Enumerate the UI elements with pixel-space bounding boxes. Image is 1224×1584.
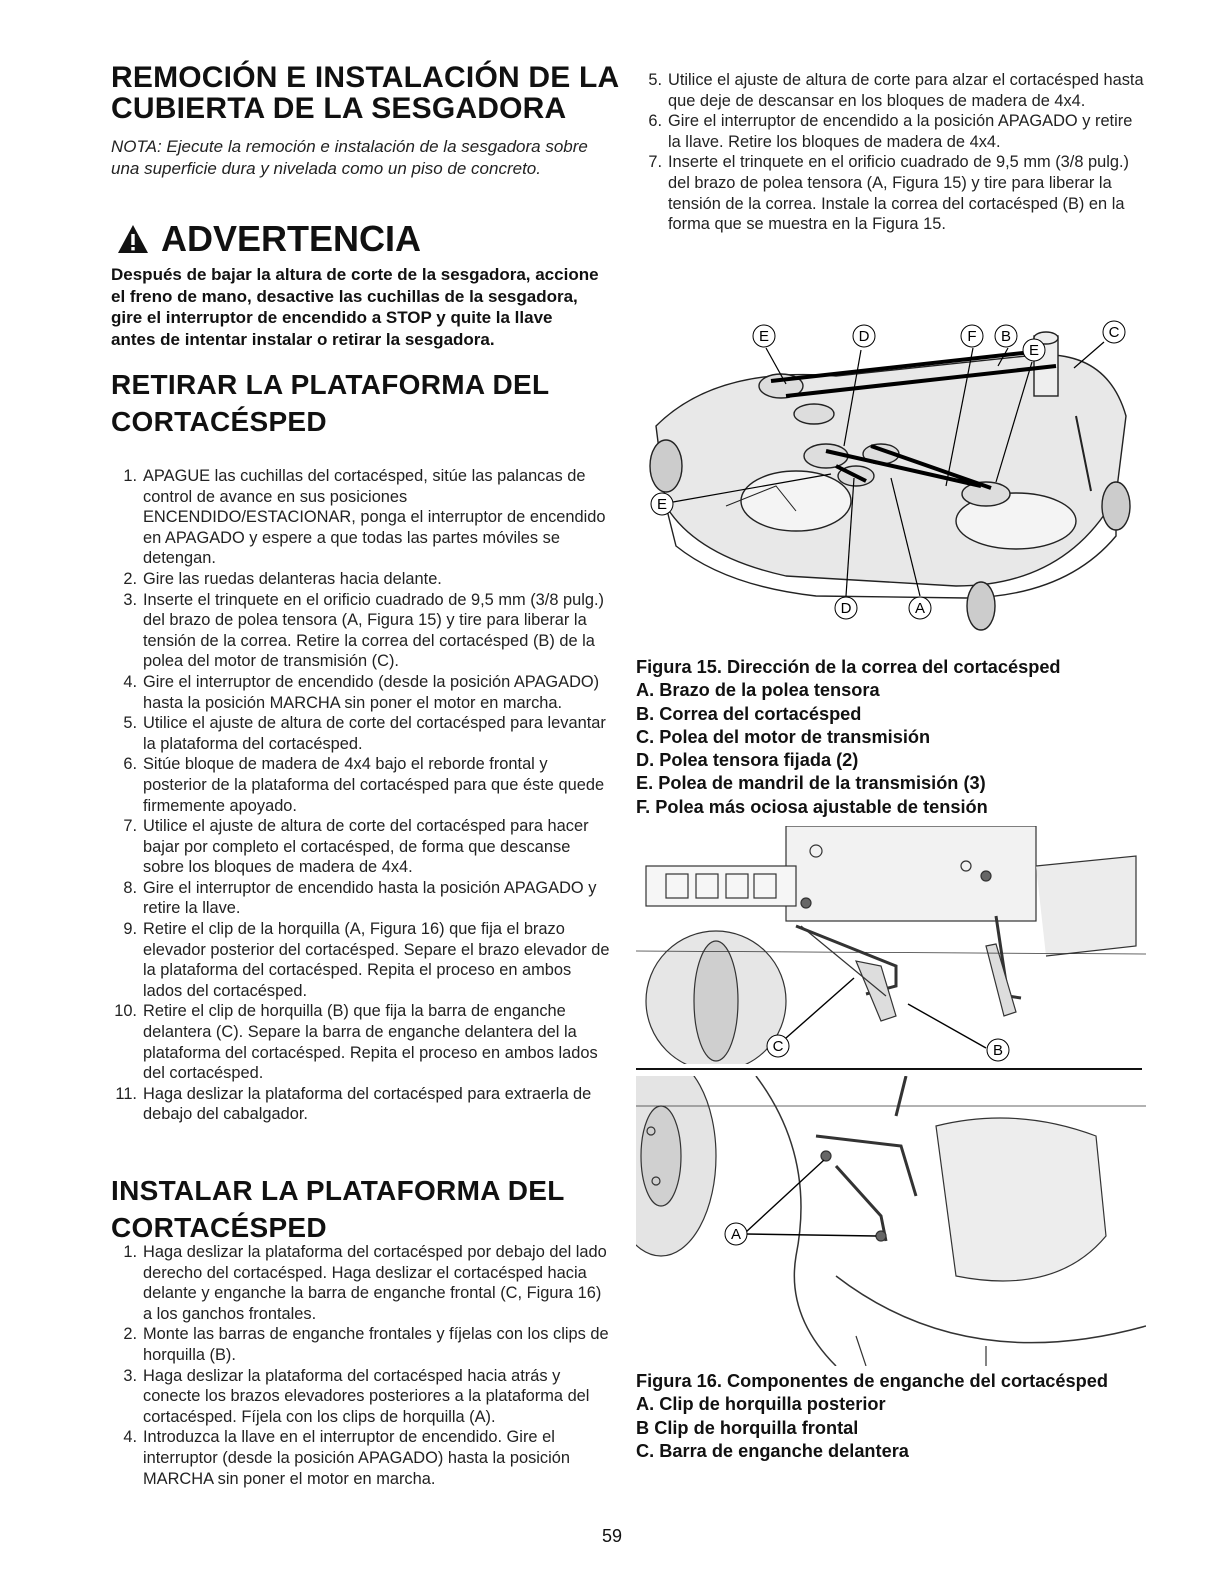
step-text: Inserte el trinquete en el orificio cuadrado de 9,5 mm (3/8 pulg.) del brazo de polea tensora (A, Figura 15) y tire para liberar la tensión de la correa. Instale la correa del cortacésped (B) en la forma que se muestra en la Figura 15.	[668, 153, 1130, 234]
section-heading-instalar: INSTALAR LA PLATAFORMA DEL CORTACÉSPED	[111, 1175, 565, 1243]
step-text: Inserte el trinquete en el orificio cuadrado de 9,5 mm (3/8 pulg.) del brazo de polea tensora (A, Figura 15) y tire para liberar la tensión de la correa. Retire la correa del cortacésped (B) de la polea del motor de transmisión (C).	[143, 590, 605, 671]
figure-16-bottom-diagram	[636, 1076, 1146, 1366]
step-text: Gire el interruptor de encendido (desde la posición APAGADO) hasta la posición MARCHA sin poner el motor en marcha.	[143, 672, 600, 712]
step-number: 6.	[123, 755, 137, 774]
step-number: 6.	[648, 112, 662, 131]
mower-deck-illustration	[650, 332, 1130, 630]
instalar-steps-list-continued	[636, 70, 1146, 235]
caption-item: A. Clip de horquilla posterior	[636, 1394, 886, 1415]
step-item	[636, 152, 1146, 234]
callout-d: D	[858, 328, 870, 345]
warning-heading-text: ADVERTENCIA	[161, 218, 422, 259]
step-number: 1.	[123, 1243, 137, 1261]
step-number: 7.	[648, 153, 662, 172]
step-item	[111, 816, 611, 878]
callout-e: E	[758, 328, 770, 345]
step-item	[111, 590, 611, 672]
callout-b: B	[1000, 328, 1012, 345]
figure-16-bottom-callouts	[725, 1223, 747, 1245]
step-item	[111, 1001, 611, 1083]
warning-triangle-icon	[117, 224, 149, 254]
page-number: 59	[601, 1526, 623, 1546]
note-text: NOTA: Ejecute la remoción e instalación de la sesgadora sobre una superficie dura y nivelada como un piso de concreto.	[111, 137, 588, 178]
retirar-steps-list	[111, 466, 611, 1125]
step-item	[111, 1324, 611, 1365]
step-text: Gire las ruedas delanteras hacia delante.	[143, 569, 442, 588]
step-text: Introduzca la llave en el interruptor de encendido. Gire el interruptor (desde la posición APAGADO) hasta la posición MARCHA sin poner el motor en marcha.	[143, 1428, 570, 1488]
step-number: 4.	[123, 672, 137, 691]
step-text: Gire el interruptor de encendido hasta la posición APAGADO y retire la llave.	[143, 878, 597, 918]
step-number: 3.	[123, 1366, 137, 1385]
step-number: 9.	[123, 920, 137, 939]
step-number: 11.	[115, 1084, 137, 1103]
callout-a-fig16: A	[730, 1226, 742, 1243]
step-number: 1.	[123, 467, 137, 485]
callout-c-fig16: C	[772, 1038, 784, 1055]
callout-d-bottom: D	[840, 600, 852, 617]
section-heading-retirar: RETIRAR LA PLATAFORMA DEL CORTACÉSPED	[111, 369, 549, 437]
step-text: Sitúe bloque de madera de 4x4 bajo el reborde frontal y posterior de la plataforma del cortacésped para que éste quede firmemente apoyado.	[143, 755, 605, 815]
step-number: 2.	[123, 569, 137, 588]
step-text: Utilice el ajuste de altura de corte del cortacésped para levantar la plataforma del cortacésped.	[143, 714, 606, 753]
step-text: Haga deslizar la plataforma del cortacésped para extraerla de debajo del cabalgador.	[143, 1084, 592, 1124]
caption-item: A. Brazo de la polea tensora	[636, 680, 880, 701]
step-text: Gire el interruptor de encendido a la posición APAGADO y retire la llave. Retire los bloques de madera de 4x4.	[668, 112, 1133, 151]
figure-16-top-callouts	[767, 1035, 1009, 1061]
callout-a: A	[914, 600, 926, 617]
step-text: Haga deslizar la plataforma del cortacésped por debajo del lado derecho del cortacésped. Haga deslizar el cortacésped hacia delante y enganche la barra de enganche frontal (C, Figura 16) a los ganchos frontales.	[143, 1243, 607, 1323]
step-number: 4.	[123, 1428, 137, 1447]
step-item	[111, 672, 611, 713]
step-item	[111, 1084, 611, 1125]
callout-e-right: E	[1028, 342, 1040, 359]
callout-f: F	[967, 328, 977, 345]
caption-item: D. Polea tensora fijada (2)	[636, 750, 859, 771]
caption-item: B. Correa del cortacésped	[636, 703, 862, 724]
step-text: APAGUE las cuchillas del cortacésped, sitúe las palancas de control de avance en sus posiciones ENCENDIDO/ESTACIONAR, ponga el interruptor de encendido en APAGADO y espere a que todas las partes móviles se detengan.	[143, 467, 606, 568]
step-number: 7.	[123, 817, 137, 836]
step-item	[111, 466, 611, 569]
step-item	[636, 70, 1146, 111]
callout-e-left: E	[656, 496, 668, 513]
figure-16-caption	[636, 1370, 1156, 1463]
step-number: 10.	[114, 1002, 137, 1021]
caption-item: F. Polea más ociosa ajustable de tensión	[636, 796, 988, 817]
step-number: 5.	[648, 71, 662, 89]
warning-heading	[117, 218, 421, 260]
step-item	[111, 1366, 611, 1428]
caption-title: Figura 16. Componentes de enganche del cortacésped	[636, 1371, 1108, 1391]
step-item	[636, 111, 1146, 152]
step-item	[111, 713, 611, 754]
step-item	[111, 1427, 611, 1489]
step-text: Retire el clip de la horquilla (A, Figura 16) que fija el brazo elevador posterior del cortacésped. Separe el brazo elevador de la plataforma del cortacésped. Repita el proceso en ambos lados del cortacésped.	[143, 920, 610, 1000]
rear-lift-illustration	[636, 1076, 1146, 1366]
caption-item: B Clip de horquilla frontal	[636, 1417, 859, 1438]
figure-16-top-diagram	[636, 826, 1146, 1064]
step-number: 5.	[123, 714, 137, 733]
front-hitch-illustration	[636, 826, 1146, 1064]
step-text: Haga deslizar la plataforma del cortacésped hacia atrás y conecte los brazos elevadores posteriores a la plataforma del cortacésped. Fíjela con los clips de horquilla (A).	[143, 1366, 590, 1426]
figure-15-caption	[636, 656, 1156, 819]
step-item	[111, 754, 611, 816]
step-item	[111, 919, 611, 1001]
figure-15-diagram	[636, 306, 1146, 652]
figure-16-bottom-leaders	[746, 1160, 876, 1236]
step-number: 2.	[123, 1325, 137, 1344]
caption-item: E. Polea de mandril de la transmisión (3)	[636, 773, 986, 794]
step-item	[111, 878, 611, 919]
step-text: Monte las barras de enganche frontales y fíjelas con los clips de horquilla (B).	[143, 1325, 609, 1364]
callout-b-fig16: B	[992, 1042, 1004, 1059]
step-item	[111, 569, 611, 590]
figure-divider	[636, 1068, 1142, 1070]
caption-item: C. Barra de enganche delantera	[636, 1440, 909, 1461]
caption-title: Figura 15. Dirección de la correa del cortacésped	[636, 657, 1061, 677]
callout-c: C	[1108, 324, 1120, 341]
warning-text: Después de bajar la altura de corte de la sesgadora, accione el freno de mano, desactive las cuchillas de la sesgadora, gire el interruptor de encendido a STOP y quite la llave antes de intentar instalar o retirar la sesgadora.	[111, 265, 599, 349]
step-text: Utilice el ajuste de altura de corte para alzar el cortacésped hasta que deje de descansar en los bloques de madera de 4x4.	[668, 71, 1144, 110]
step-item	[111, 1242, 611, 1324]
page-title: REMOCIÓN E INSTALACIÓN DE LA CUBIERTA DE LA SESGADORA	[111, 61, 619, 125]
step-text: Retire el clip de horquilla (B) que fija la barra de enganche delantera (C). Separe la barra de enganche delantera del la plataforma del cortacésped. Repita el proceso en ambos lados del cortacésped.	[143, 1002, 598, 1083]
caption-item: C. Polea del motor de transmisión	[636, 726, 931, 747]
step-number: 8.	[123, 878, 137, 897]
step-number: 3.	[123, 590, 137, 609]
step-text: Utilice el ajuste de altura de corte del cortacésped para hacer bajar por completo el cortacésped, de forma que descanse sobre los bloques de madera de 4x4.	[143, 817, 589, 877]
instalar-steps-list	[111, 1242, 611, 1489]
